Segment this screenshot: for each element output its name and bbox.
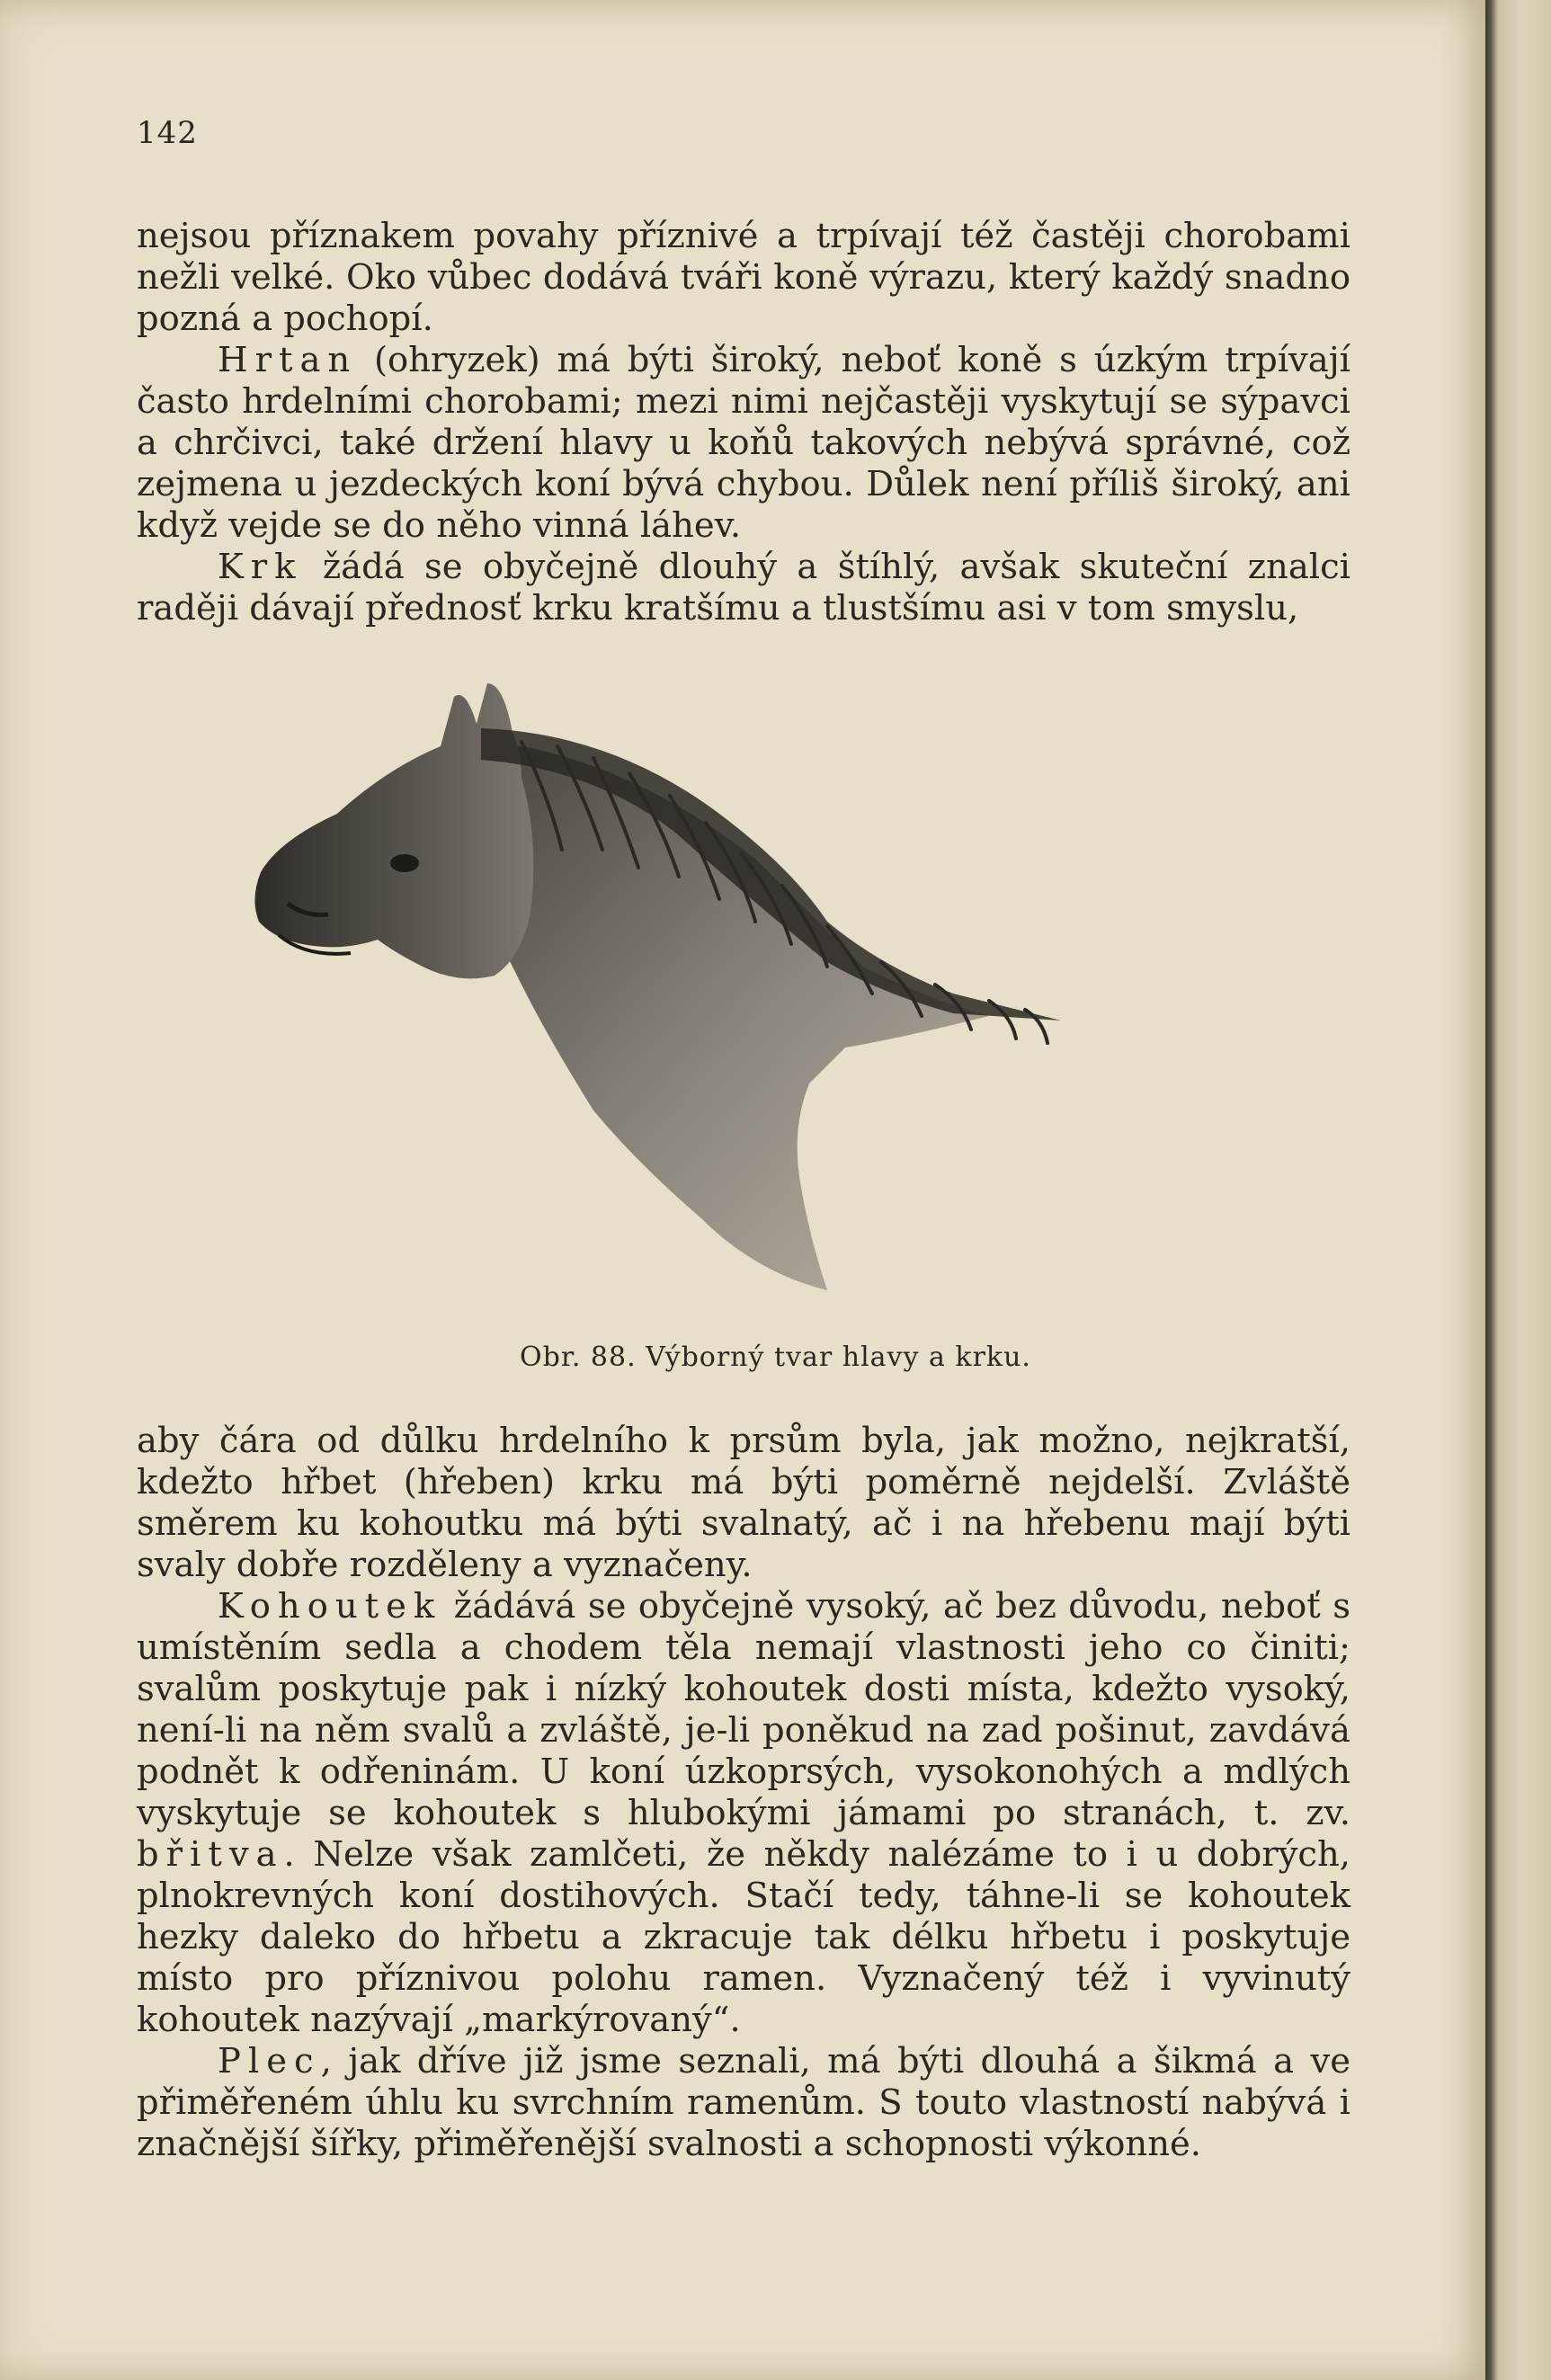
paragraph-withers: [137, 1586, 1350, 2041]
paragraph-throat-line: aby čára od důlku hrdelního k prsům byla, jak možno, nejkratší, kdežto hřbet (hřeben) krku má býti poměrně nejdelší. Zvláště směrem ku kohoutku má býti svalnatý, ač i na hřebenu mají býti svaly dobře rozděleny a vyznačeny.: [137, 1421, 1350, 1585]
figure-caption: Obr. 88. Výborný tvar hlavy a krku.: [520, 1342, 1031, 1373]
text-block-bottom: [137, 1421, 1350, 2165]
paragraph-eyes: nejsou příznakem povahy příznivé a trpívají též častěji chorobami nežli velké. Oko vůbec dodává tváři koně výrazu, který každý snadno pozná a pochopí.: [137, 216, 1350, 339]
paragraph-shoulder-text: , jak dříve již jsme seznali, má býti dlouhá a šikmá a ve přiměřeném úhlu ku svrchním ramenům. S touto vlastností nabývá i značnější šířky, přiměřenější svalnosti a schopnosti výkonné.: [137, 2041, 1350, 2164]
horse-head-engraving: [252, 661, 1250, 1322]
term-plec: Plec: [218, 2041, 321, 2081]
paragraph-neck: [137, 547, 1350, 629]
paragraph-shoulder: [137, 2041, 1350, 2165]
paragraph-larynx-text: (ohryzek) má býti široký, neboť koně s úzkým trpívají často hrdelními chorobami; mezi nimi nejčastěji vyskytují se sýpavci a chrčivci, také držení hlavy u koňů takových nebývá správné, což zejmena u jezdeckých koní bývá chybou. Důlek není příliš široký, ani když vejde se do něho vinná láhev.: [137, 340, 1350, 546]
paragraph-withers-text-a: žádává se obyčejně vysoký, ač bez důvodu, neboť s umístěním sedla a chodem těla nemají vlastnosti jeho co činiti; svalům poskytuje pak i nízký kohoutek dosti místa, kdežto vysoký, není-li na něm svalů a zvláště, je-li poněkud na zad pošinut, zavdává podnět k odřeninám. U koní úzkoprsých, vysokonohých a mdlých vyskytuje se kohoutek s hlubokými jámami po stranách, t. zv.: [137, 1586, 1350, 1833]
text-block-top: [137, 216, 1350, 629]
paragraph-larynx: [137, 340, 1350, 547]
paragraph-withers-text-b: . Nelze však zamlčeti, že někdy nalézáme to i u dobrých, plnokrevných koní dostihových. Stačí tedy, táhne-li se kohoutek hezky daleko do hřbetu a zkracuje tak délku hřbetu i poskytuje místo pro příznivou polohu ramen. Vyznačený též i vyvinutý kohoutek nazývají „markýrovaný“.: [137, 1834, 1350, 2040]
page-number: 142: [137, 115, 198, 151]
horse-head-illustration: [252, 661, 1250, 1322]
term-kohoutek: Kohoutek: [218, 1586, 442, 1627]
term-hrtan: Hrtan: [218, 340, 358, 380]
paragraph-neck-text: žádá se obyčejně dlouhý a štíhlý, avšak skuteční znalci raději dávají přednosť krku kratšímu a tlustšímu asi v tom smyslu,: [137, 547, 1350, 628]
term-krk: Krk: [218, 547, 303, 587]
term-britva: břitva: [137, 1834, 284, 1875]
book-gutter: [1485, 0, 1551, 2380]
